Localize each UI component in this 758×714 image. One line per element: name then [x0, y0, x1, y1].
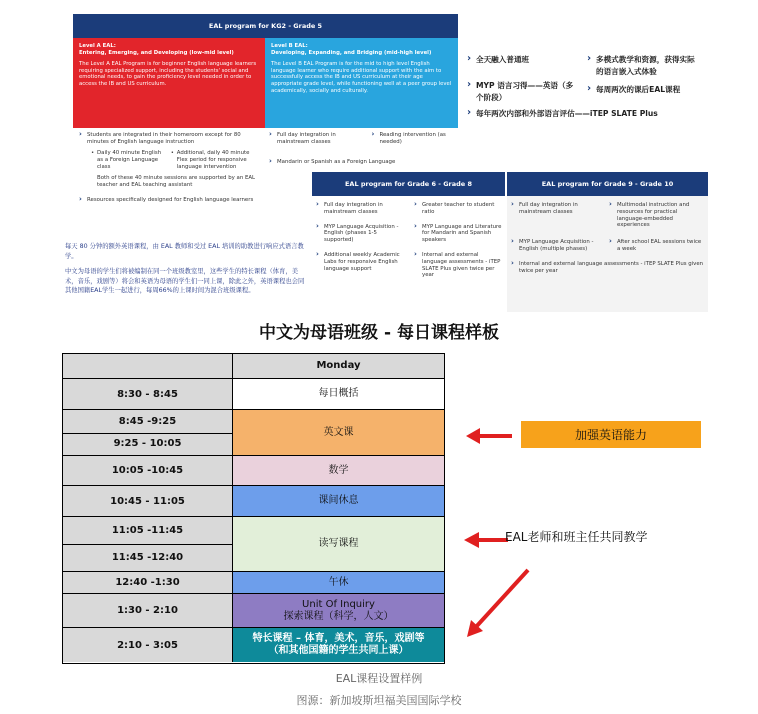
- level-b-subtitle: Developing, Expanding, and Bridging (mid-high level): [271, 49, 432, 56]
- kg2-grade5-header: EAL program for KG2 - Grade 5: [73, 14, 458, 38]
- level-a-body: The Level A EAL Program is for beginner English language learners requiring specialized support, including the students' social and emotional needs, to gain the proficiency level needed in order to access the IB and US curriculum.: [79, 61, 257, 87]
- list-item: › Reading intervention (as needed): [371, 132, 459, 146]
- list-item: • Additional, daily 40 minute Flex period for responsive language intervention: [171, 150, 259, 171]
- list-item: › MYP 语言习得——英语（多个阶段）: [467, 80, 575, 104]
- time-slot: 11:45 -12:40: [111, 552, 184, 563]
- description-para-1: 每天 80 分钟的额外英语课程，由 EAL 教师和受过 EAL 培训的助教进行响应式语言教学。: [65, 243, 304, 260]
- list-item: › Mandarin or Spanish as a Foreign Language: [269, 159, 459, 166]
- list-item: › Full day integration in mainstream classes: [316, 202, 404, 216]
- level-b-body: The Level B EAL Program is for the mid to high level English language learner who require additional support with the aim to successfully access the IB and US curriculum at their age appropriate grade level, while functioning well at a peer group level academically, socially and culturally.: [271, 61, 452, 94]
- day-header: Monday: [233, 354, 444, 378]
- list-item: › Internal and external language assessments - iTEP SLATE Plus given twice per year: [511, 261, 704, 275]
- page-title: 中文为母语班级 - 每日课程样板: [259, 323, 499, 343]
- arrow-to-reading: [464, 532, 508, 548]
- figure-caption: EAL课程设置样例: [335, 672, 423, 685]
- arrow-to-specialty: [467, 570, 528, 637]
- time-cell: 8:30 - 8:45: [63, 379, 233, 409]
- level-b-title: Level B EAL:: [271, 43, 308, 49]
- activity-cell: 课间休息: [233, 486, 444, 516]
- activity-line: （和其他国籍的学生共同上课）: [268, 645, 409, 656]
- co-teaching-label: EAL老师和班主任共同教学: [505, 530, 648, 544]
- activity-cell: 英文课: [233, 410, 444, 455]
- time-cell: 1:30 - 2:10: [63, 594, 233, 627]
- time-cell: 2:10 - 3:05: [63, 628, 233, 662]
- list-item: › 每年两次内部和外部语言评估——iTEP SLATE Plus: [467, 108, 707, 120]
- list-item: › Internal and external language assessments - iTEP SLATE Plus given twice per year: [414, 252, 502, 279]
- grade9-10-header: EAL program for Grade 9 - Grade 10: [507, 172, 708, 196]
- list-item: • Daily 40 minute English as a Foreign Language class: [91, 150, 165, 171]
- level-a-subtitle: Entering, Emerging, and Developing (low-mid level): [79, 49, 234, 56]
- level-a-title: Level A EAL:: [79, 43, 116, 49]
- activity-cell: 读写课程: [233, 517, 444, 571]
- activity-cell: 每日概括: [233, 379, 444, 409]
- list-item: › Resources specifically designed for English language learners: [79, 197, 259, 204]
- list-item: › Greater teacher to student ratio: [414, 202, 502, 216]
- list-item: › 全天融入普通班: [467, 54, 575, 66]
- activity-line: Unit Of Inquiry: [302, 598, 375, 610]
- list-item: › Multimodal instruction and resources for practical language-embedded experiences: [609, 202, 704, 229]
- list-item: › 多模式教学和资源，获得实际的语言嵌入式体验: [587, 54, 699, 78]
- list-item: › MYP Language Acquisition - English (phases 1-5 supported): [316, 224, 404, 244]
- time-slot: 11:05 -11:45: [111, 525, 184, 536]
- activity-line: 探索课程（科学，人文）: [283, 610, 394, 622]
- list-item: › Full day integration in mainstream classes: [511, 202, 601, 229]
- time-cell: 12:40 -1:30: [63, 572, 233, 593]
- list-item: › 每周两次的课后EAL课程: [587, 84, 699, 96]
- time-slot: 8:45 -9:25: [118, 415, 177, 427]
- list-item: › MYP Language Acquisition - English (multiple phases): [511, 239, 601, 253]
- list-item: › After school EAL sessions twice a week: [609, 239, 704, 253]
- grade6-8-header: EAL program for Grade 6 - Grade 8: [312, 172, 505, 196]
- list-item: › MYP Language and Literature for Mandarin and Spanish speakers: [414, 224, 502, 244]
- activity-line: 特长课程 – 体育，美术，音乐，戏剧等: [252, 633, 425, 644]
- description-para-2: 中文为母语的学生们将被编制在同一个班级教室里，这些学生的特长课程（体育，美术，音乐，戏剧等）将会和英语为母语的学生们一同上课，除此之外，英语课程也会同其他国籍EAL学生一起进行，每周66%的上课时间为混合班级课程。: [65, 268, 305, 294]
- arrow-to-english: [466, 428, 512, 444]
- time-slot: 9:25 - 10:05: [113, 438, 182, 450]
- english-callout: 加强英语能力: [521, 421, 701, 448]
- list-item: › Additional weekly Academic Labs for responsive English language support: [316, 252, 404, 279]
- time-cell: 10:05 -10:45: [63, 456, 233, 485]
- activity-cell: 午休: [233, 572, 444, 593]
- list-item: › Full day integration in mainstream classes: [269, 132, 361, 146]
- image-source: 图源：新加坡斯坦福美国国际学校: [296, 694, 462, 707]
- sessions-note: Both of these 40 minute sessions are supported by an EAL teacher and EAL teaching assistant: [97, 175, 256, 188]
- activity-cell: 数学: [233, 456, 444, 485]
- list-item: › Students are integrated in their homeroom except for 80 minutes of English language instruction: [79, 132, 259, 146]
- time-cell: 10:45 - 11:05: [63, 486, 233, 516]
